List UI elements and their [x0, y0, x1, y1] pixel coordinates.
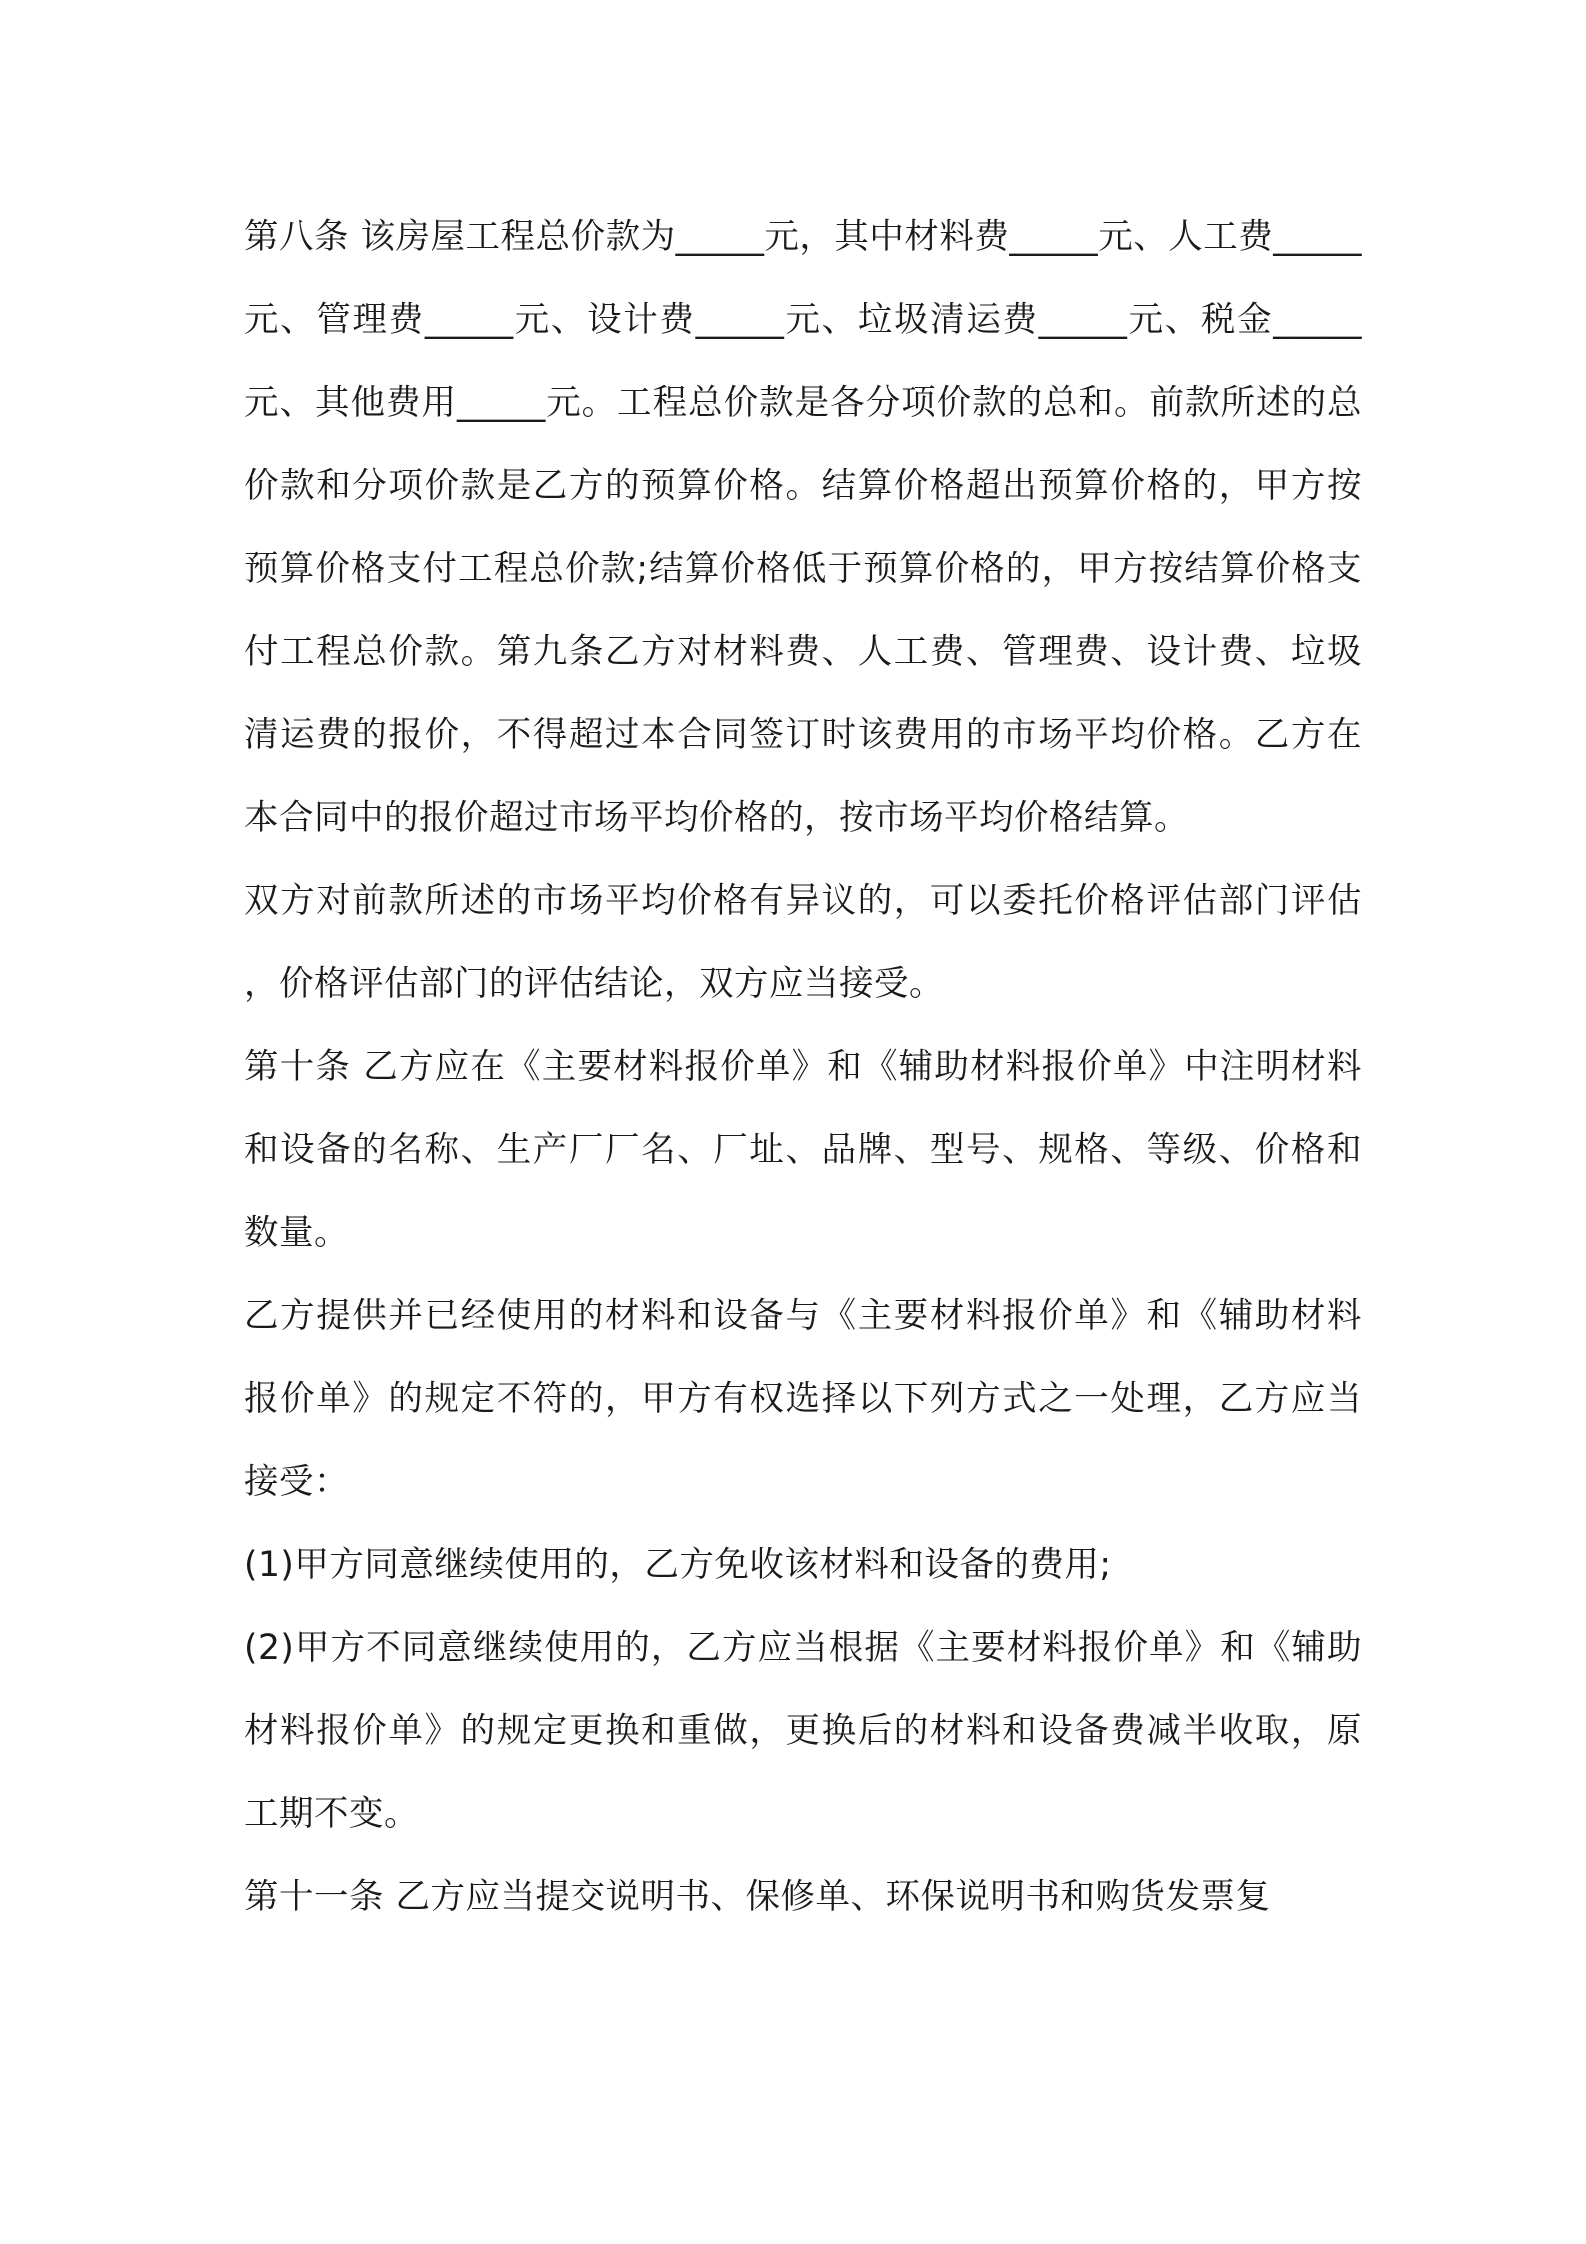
- paragraph-option-1: (1)甲方同意继续使用的，乙方免收该材料和设备的费用;: [244, 1545, 1112, 1585]
- paragraph-material-mismatch: 乙方提供并已经使用的材料和设备与《主要材料报价单》和《辅助材料报价单》的规定不符的，甲方有权选择以下列方式之一处理，乙方应当接受：: [244, 1296, 1362, 1502]
- paragraph-article-11: 第十一条 乙方应当提交说明书、保修单、环保说明书和购货发票复: [244, 1877, 1271, 1917]
- paragraph-article-8-9: 第八条 该房屋工程总价款为_____元，其中材料费_____元、人工费_____元、管理费_____元、设计费_____元、垃圾清运费_____元、税金_____元、其他费用_____元。工程总价款是各分项价款的总和。前款所述的总价款和分项价款是乙方的预算价格。结算价格超出预算价格的，甲方按预算价格支付工程总价款;结算价格低于预算价格的，甲方按结算价格支付工程总价款。第九条乙方对材料费、人工费、管理费、设计费、垃圾清运费的报价，不得超过本合同签订时该费用的市场平均价格。乙方在本合同中的报价超过市场平均价格的，按市场平均价格结算。: [244, 217, 1362, 838]
- document-body: [244, 196, 1362, 1939]
- paragraph-article-10: 第十条 乙方应在《主要材料报价单》和《辅助材料报价单》中注明材料和设备的名称、生产厂厂名、厂址、品牌、型号、规格、等级、价格和数量。: [244, 1047, 1362, 1253]
- paragraph-price-dispute: 双方对前款所述的市场平均价格有异议的，可以委托价格评估部门评估，价格评估部门的评估结论，双方应当接受。: [244, 881, 1362, 1004]
- paragraph-option-2: (2)甲方不同意继续使用的，乙方应当根据《主要材料报价单》和《辅助材料报价单》的规定更换和重做，更换后的材料和设备费减半收取，原工期不变。: [244, 1628, 1362, 1834]
